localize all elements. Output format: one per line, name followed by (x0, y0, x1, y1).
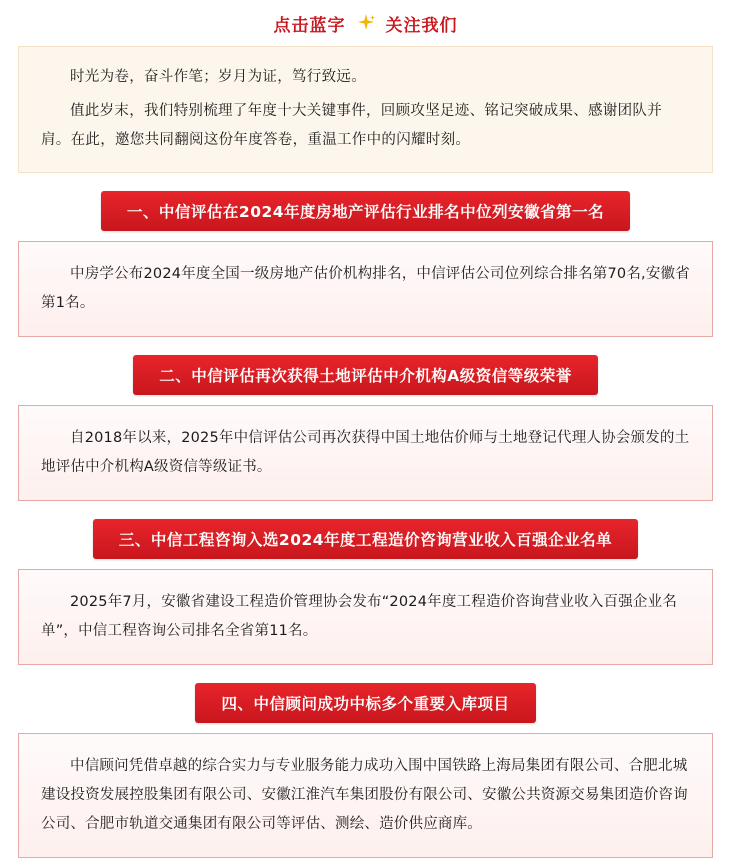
section-3-title-wrap (18, 519, 713, 559)
section-1-body: 中房学公布2024年度全国一级房地产估价机构排名，中信评估公司位列综合排名第70名,安徽省第1名。 (41, 265, 690, 311)
section-1 (18, 191, 713, 337)
section-1-body-box (18, 241, 713, 337)
section-1-title: 一、中信评估在2024年度房地产评估行业排名中位列安徽省第一名 (101, 191, 630, 231)
intro-paragraph-1: 时光为卷，奋斗作笔；岁月为证，笃行致远。 (70, 69, 366, 85)
article-header (0, 0, 731, 46)
section-4-title: 四、中信顾问成功中标多个重要入库项目 (195, 683, 535, 723)
section-3-body: 2025年7月，安徽省建设工程造价管理协会发布“2024年度工程造价咨询营业收入百强企业名单”，中信工程咨询公司排名全省第11名。 (41, 593, 678, 639)
section-2-title-wrap (18, 355, 713, 395)
section-4 (18, 683, 713, 858)
section-3-body-box (18, 569, 713, 665)
header-right-text: 关注我们 (385, 15, 458, 36)
header-left-text: 点击蓝字 (273, 15, 346, 36)
section-2-body-box (18, 405, 713, 501)
section-3-title: 三、中信工程咨询入选2024年度工程造价咨询营业收入百强企业名单 (93, 519, 638, 559)
section-3 (18, 519, 713, 665)
section-4-body: 中信顾问凭借卓越的综合实力与专业服务能力成功入围中国铁路上海局集团有限公司、合肥北城建设投资发展控股集团有限公司、安徽江淮汽车集团股份有限公司、安徽公共资源交易集团造价咨询公司、合肥市轨道交通集团有限公司等评估、测绘、造价供应商库。 (41, 757, 688, 832)
intro-box (18, 46, 713, 173)
sparkle-icon (356, 13, 376, 33)
section-2-title: 二、中信评估再次获得土地评估中介机构A级资信等级荣誉 (133, 355, 598, 395)
section-2 (18, 355, 713, 501)
section-2-body: 自2018年以来，2025年中信评估公司再次获得中国土地估价师与土地登记代理人协会颁发的土地评估中介机构A级资信等级证书。 (41, 429, 690, 475)
section-4-body-box (18, 733, 713, 858)
intro-paragraph-2: 值此岁末，我们特别梳理了年度十大关键事件，回顾攻坚足迹、铭记突破成果、感谢团队并肩。在此，邀您共同翻阅这份年度答卷，重温工作中的闪耀时刻。 (41, 103, 662, 148)
section-1-title-wrap (18, 191, 713, 231)
section-4-title-wrap (18, 683, 713, 723)
